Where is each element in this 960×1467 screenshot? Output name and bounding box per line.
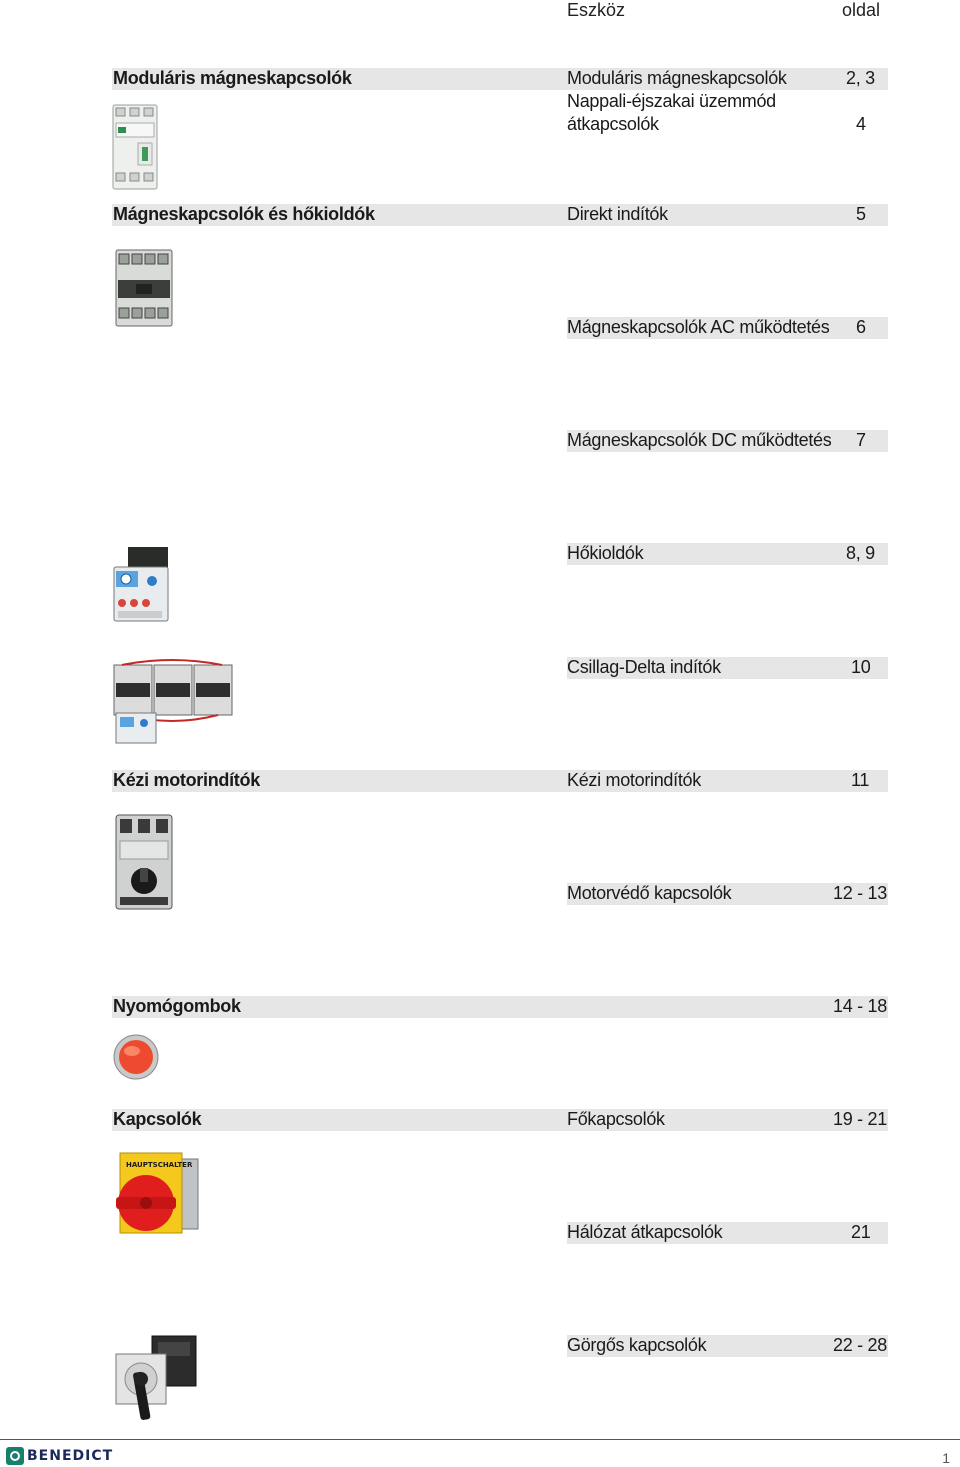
category-manual-starters: Kézi motorindítók bbox=[113, 770, 260, 790]
page-ref: 19 - 21 bbox=[833, 1109, 887, 1129]
page-ref: 11 bbox=[851, 770, 870, 790]
page-number: 1 bbox=[942, 1450, 950, 1466]
page-ref: 5 bbox=[856, 204, 866, 224]
benedict-logo-icon bbox=[6, 1447, 24, 1465]
item-modular-contactors[interactable]: Moduláris mágneskapcsolók bbox=[567, 68, 787, 88]
pushbutton-icon bbox=[112, 1033, 160, 1081]
category-pushbuttons: Nyomógombok bbox=[113, 996, 241, 1016]
page-ref: 14 - 18 bbox=[833, 996, 887, 1016]
brand-name: BENEDICT bbox=[27, 1448, 114, 1464]
category-contactors-thermal: Mágneskapcsolók és hőkioldók bbox=[113, 204, 375, 224]
contactor-icon bbox=[114, 248, 174, 328]
category-switches: Kapcsolók bbox=[113, 1109, 202, 1129]
main-switch-icon bbox=[112, 1149, 202, 1239]
footer-divider bbox=[0, 1439, 960, 1440]
thermal-relay-icon bbox=[112, 545, 172, 623]
page-ref: 8, 9 bbox=[846, 543, 875, 563]
brand-logo bbox=[6, 1447, 113, 1465]
main-switch-label: HAUPTSCHALTER bbox=[126, 1161, 193, 1169]
item-day-night-switch-line1[interactable]: Nappali-éjszakai üzemmód bbox=[567, 91, 776, 111]
page-ref: 10 bbox=[851, 657, 871, 677]
page-ref: 21 bbox=[851, 1222, 871, 1242]
page-ref: 2, 3 bbox=[846, 68, 875, 88]
page-ref: 4 bbox=[856, 114, 866, 134]
item-contactors-dc[interactable]: Mágneskapcsolók DC működtetés bbox=[567, 430, 832, 450]
item-cam-switches[interactable]: Görgős kapcsolók bbox=[567, 1335, 707, 1355]
modular-contactor-icon bbox=[112, 103, 158, 191]
column-header-tool: Eszköz bbox=[567, 0, 626, 20]
item-changeover-switches[interactable]: Hálózat átkapcsolók bbox=[567, 1222, 723, 1242]
row-band bbox=[112, 1109, 888, 1131]
item-thermal-relays[interactable]: Hőkioldók bbox=[567, 543, 644, 563]
manual-motor-starter-icon bbox=[114, 813, 174, 911]
item-direct-starters[interactable]: Direkt indítók bbox=[567, 204, 668, 224]
item-motor-protection-switches[interactable]: Motorvédő kapcsolók bbox=[567, 883, 732, 903]
category-modular-contactors: Moduláris mágneskapcsolók bbox=[113, 68, 352, 88]
item-star-delta-starters[interactable]: Csillag-Delta indítók bbox=[567, 657, 721, 677]
item-main-switches[interactable]: Főkapcsolók bbox=[567, 1109, 665, 1129]
page-ref: 6 bbox=[856, 317, 866, 337]
item-manual-starters[interactable]: Kézi motorindítók bbox=[567, 770, 701, 790]
column-header-page: oldal bbox=[842, 0, 881, 20]
item-contactors-ac[interactable]: Mágneskapcsolók AC működtetés bbox=[567, 317, 830, 337]
item-day-night-switch-line2[interactable]: átkapcsolók bbox=[567, 114, 659, 134]
page-ref: 12 - 13 bbox=[833, 883, 887, 903]
star-delta-starter-icon bbox=[112, 657, 236, 745]
page-ref: 7 bbox=[856, 430, 866, 450]
page-ref: 22 - 28 bbox=[833, 1335, 887, 1355]
cam-switch-icon bbox=[112, 1332, 200, 1422]
